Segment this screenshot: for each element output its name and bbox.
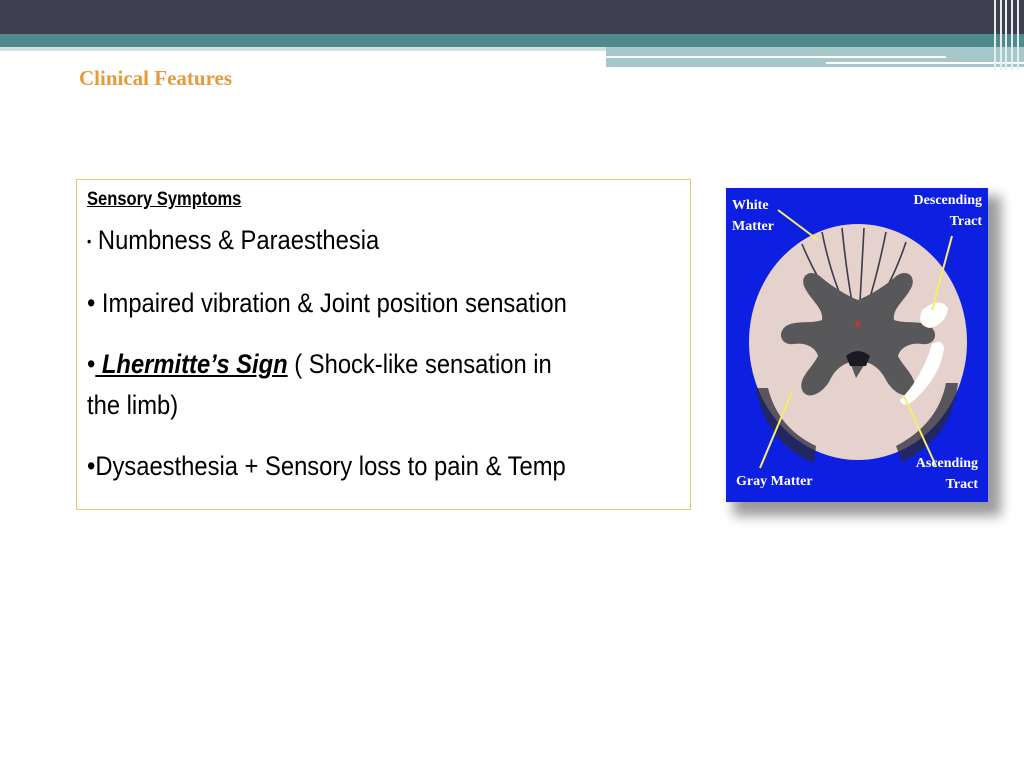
header-dark-bar	[0, 0, 1024, 34]
label-white-matter: White Matter	[732, 198, 774, 234]
spinal-cord-diagram	[726, 188, 988, 502]
bullet-marker: •	[87, 233, 92, 249]
header-step-line	[606, 56, 946, 58]
bullet-lhermitte-continued: the limb)	[87, 390, 179, 420]
bullet-lhermitte	[87, 347, 609, 381]
bullet-marker: •	[87, 349, 96, 379]
bullet-text: ( Shock-like sensation in	[287, 349, 552, 379]
bullet-numbness	[87, 223, 609, 258]
label-ascending-tract: Ascending Tract	[915, 456, 978, 492]
bullet-vibration: • Impaired vibration & Joint position sensation	[87, 288, 567, 318]
box-heading: Sensory Symptoms	[87, 189, 242, 210]
sensory-symptoms-box	[76, 179, 691, 510]
bullet-dysaesthesia: •Dysaesthesia + Sensory loss to pain & Temp	[87, 451, 566, 481]
lhermitte-sign-term: Lhermitte’s Sign	[95, 349, 288, 379]
label-gray-matter: Gray Matter	[736, 474, 813, 489]
white-matter-pointer	[778, 210, 818, 240]
header-pale-band	[0, 47, 606, 51]
label-descending-tract: Descending Tract	[913, 193, 982, 229]
slide-title: Clinical Features	[79, 66, 233, 90]
header-teal-band	[0, 34, 1024, 47]
bullet-text: Numbness & Paraesthesia	[97, 225, 380, 255]
header-vertical-lines	[990, 0, 1024, 70]
